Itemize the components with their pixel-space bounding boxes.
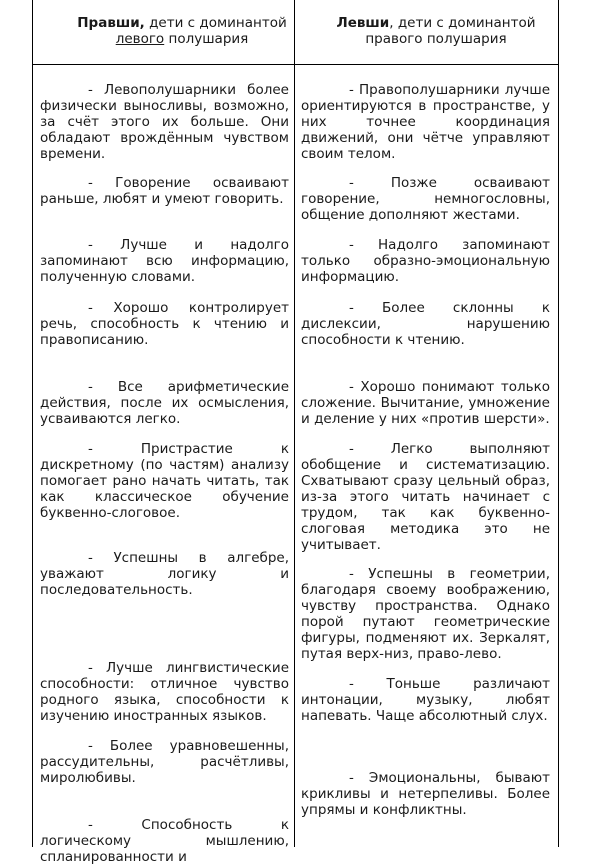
header-right-text-1: , дети с доминантой — [389, 15, 536, 31]
left-cell-1 — [40, 82, 289, 162]
right-cell-9 — [301, 770, 550, 818]
right-cell-4-text: - Более склонны к дислексии, нарушению способности к чтению. — [301, 300, 550, 348]
right-cell-7 — [301, 566, 550, 662]
left-cell-3-text: - Лучше и надолго запоминают всю информацию, полученную словами. — [40, 237, 289, 285]
left-cell-5 — [40, 379, 289, 427]
left-cell-9-text: - Более уравновешенны, рассудительны, расчётливы, миролюбивы. — [40, 738, 289, 786]
right-cell-5-text: - Хорошо понимают только сложение. Вычитание, умножение и деление у них «против шерсти». — [301, 379, 550, 427]
left-cell-7-text: - Успешны в алгебре, уважают логику и последовательность. — [40, 550, 289, 598]
right-cell-3 — [301, 237, 550, 285]
left-cell-8 — [40, 660, 289, 724]
right-cell-7-text: - Успешны в геометрии, благодаря своему воображению, чувству пространства. Однако порой путают геометрические фигуры, подменяют их. Зеркалят, путая верх-низ, право-лево. — [301, 566, 550, 662]
left-cell-9 — [40, 738, 289, 786]
left-cell-4-text: - Хорошо контролирует речь, способность к чтению и правописанию. — [40, 300, 289, 348]
header-left-bold: Правши, — [77, 15, 145, 31]
header-divider — [32, 64, 559, 65]
right-cell-1 — [301, 82, 550, 162]
right-cell-5 — [301, 379, 550, 427]
header-right — [318, 15, 554, 47]
left-cell-6 — [40, 441, 289, 521]
left-cell-6-text: - Пристрастие к дискретному (по частям) анализу помогает рано начать читать, так как классическое обучение буквенно-слоговое. — [40, 441, 289, 521]
left-cell-5-text: - Все арифметические действия, после их осмысления, усваиваются легко. — [40, 379, 289, 427]
left-cell-2-text: - Говорение осваивают раньше, любят и умеют говорить. — [40, 175, 289, 207]
column-divider — [294, 0, 295, 847]
left-cell-10-text: - Способность к логическому мышлению, спланированности и — [40, 817, 289, 865]
right-cell-8-text: - Тоньше различают интонации, музыку, любят напевать. Чаще абсолютный слух. — [301, 676, 550, 724]
left-cell-1-text: - Левополушарники более физически выносливы, возможно, за счёт этого их больше. Они обладают врождённым чувством времени. — [40, 82, 289, 162]
right-cell-2 — [301, 175, 550, 223]
left-cell-8-text: - Лучше лингвистические способности: отличное чувство родного языка, способности к изучению иностранных языков. — [40, 660, 289, 724]
right-cell-1-text: - Правополушарники лучше ориентируются в пространстве, у них точнее координация движений, они чётче управляют своим телом. — [301, 82, 550, 162]
left-cell-2 — [40, 175, 289, 207]
right-cell-6-text: - Легко выполняют обобщение и систематизацию. Схватывают сразу цельный образ, из-за этого читать начинает с трудом, так как буквенно-слоговая методика это не учитывает. — [301, 441, 550, 553]
right-cell-9-text: - Эмоциональны, бывают крикливы и нетерпеливы. Более упрямы и конфликтны. — [301, 770, 550, 818]
right-cell-3-text: - Надолго запоминают только образно-эмоциональную информацию. — [301, 237, 550, 285]
left-cell-7 — [40, 550, 289, 598]
header-left-text-2: полушария — [164, 31, 249, 47]
left-cell-10 — [40, 817, 289, 865]
right-cell-2-text: - Позже осваивают говорение, немногословны, общение дополняют жестами. — [301, 175, 550, 223]
header-right-bold: Левши — [336, 15, 390, 31]
right-cell-4 — [301, 300, 550, 348]
left-cell-4 — [40, 300, 289, 348]
right-cell-8 — [301, 676, 550, 724]
right-cell-6 — [301, 441, 550, 553]
header-left-underlined: левого — [115, 31, 165, 47]
header-left-text-1: дети с доминантой — [144, 15, 287, 31]
left-cell-3 — [40, 237, 289, 285]
header-left — [66, 15, 298, 47]
header-right-text-2: правого полушария — [365, 31, 507, 47]
